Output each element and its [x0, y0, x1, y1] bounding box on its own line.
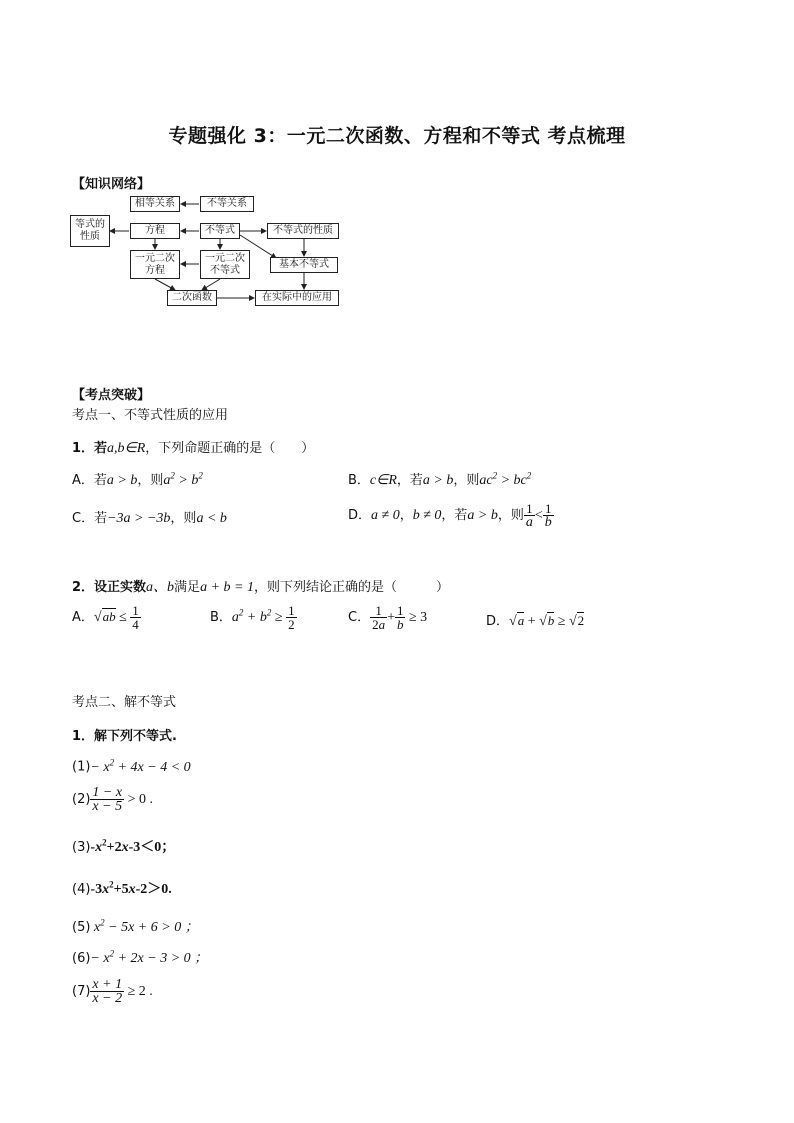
section-breakthrough: 【考点突破】	[72, 388, 151, 403]
option-d-a: a ≠ 0	[371, 508, 400, 523]
option-b-result: $ac^2 > bc^2$	[479, 470, 532, 488]
node-budengshi: 不等式	[200, 223, 240, 239]
t1-q2-option-a: A．√ab ≤ $\frac{1}{4}$	[72, 603, 139, 632]
option-c-mid: ，则	[170, 511, 197, 526]
section-knowledge-network: 【知识网络】	[72, 177, 151, 192]
option-c-label: C．若	[72, 511, 108, 526]
topic1-heading: 考点一、不等式性质的应用	[72, 408, 229, 423]
t1-q1-option-c	[72, 507, 227, 527]
t1-q1-stem	[72, 437, 314, 457]
option-b-label: B．	[348, 473, 370, 488]
t2-q1-stem-text: 1．解下列不等式.	[72, 729, 177, 744]
option-b-mid: ，若	[396, 473, 423, 488]
t2-item-7: (7) $\frac{x + 1}{x - 2}$ ≥ 2 .	[72, 977, 153, 1006]
option-a-mid: ，则	[137, 473, 164, 488]
t2-item-4: $(4)-3x^2+5x-2>0$.	[72, 879, 172, 897]
option-a-label: A．若	[72, 473, 107, 488]
option-d-mid: ，若	[441, 508, 468, 523]
option-b-c: c∈R	[369, 473, 397, 488]
t2-item-2-frac: $\frac{1 - x}{x - 5}$	[92, 785, 123, 814]
node-yiyuan-fangcheng-line1: 一元二次	[135, 252, 175, 264]
option-d-cond: a > b	[467, 508, 498, 523]
t2-item-7-label: (7)	[72, 984, 91, 999]
t1-q2-option-c: C． $\frac{1}{2a}$ + $\frac{1}{b}$ ≥ 3	[348, 603, 428, 632]
t1-q1-stem-pre: 1．若	[72, 441, 108, 456]
node-dengshi-xingzhi-line2: 性质	[80, 231, 100, 242]
option-b-cond: a > b	[422, 473, 454, 488]
t2-item-5: (5) $x^2 - 5x + 6 > 0$ ；	[72, 917, 199, 935]
node-budeng-guanxi: 不等关系	[200, 196, 254, 212]
t1-q1-stem-post: ，下列命题正确的是（ ）	[145, 441, 315, 456]
t1-q1-stem-math: a,b∈R	[107, 441, 146, 456]
option-c-result: a < b	[196, 511, 227, 526]
t2-item-2-label: (2)	[72, 792, 91, 807]
node-fangcheng: 方程	[130, 223, 180, 239]
t1-q2-stem-pre: 2．设正实数	[72, 580, 147, 595]
t1-q2-stem-eq: a + b = 1	[200, 580, 254, 595]
node-yiyuan-fangcheng	[130, 250, 180, 279]
t2-item-2: (2) $\frac{1 - x}{x - 5}$ > 0 .	[72, 785, 153, 814]
option-d-frac-b: $\frac{1}{b}$	[544, 501, 552, 530]
option-a-result: $a^2 > b^2$	[163, 470, 203, 488]
t1-q2-option-d: D．√a + √b ≥ √2	[486, 613, 585, 629]
option-b-then: ，则	[453, 473, 480, 488]
q2-option-b-frac: $\frac{1}{2}$	[288, 603, 295, 632]
knowledge-network-diagram	[68, 193, 343, 308]
topic2-heading: 考点二、解不等式	[72, 695, 177, 710]
q2-option-c-frac-a: $\frac{1}{2a}$	[372, 603, 386, 632]
node-dengshi-xingzhi	[70, 215, 110, 247]
t2-item-3: $(3)-x^2+2x-3<0$；	[72, 837, 176, 855]
t2-item-3-label: (3)	[72, 840, 91, 855]
t2-item-5-label: (5)	[72, 920, 91, 935]
t1-q2-stem-post: ，则下列结论正确的是（ ）	[253, 580, 449, 595]
node-yiyuan-budengshi-line1: 一元二次	[205, 252, 245, 264]
node-xiangdeng-guanxi: 相等关系	[130, 196, 180, 212]
t2-item-1-label: (1)	[72, 759, 91, 775]
arrow-ybds-to-erci	[202, 279, 220, 290]
t2-item-6-label: (6)	[72, 951, 91, 966]
node-jiben-budengshi: 基本不等式	[270, 257, 338, 273]
page-title: 专题强化 3：一元二次函数、方程和不等式 考点梳理	[168, 125, 626, 147]
t1-q1-option-a	[72, 469, 203, 489]
t1-q2-stem	[72, 576, 449, 596]
t2-item-4-label: (4)	[72, 882, 91, 897]
t1-q1-option-d: D．a ≠ 0，b ≠ 0，若a > b，则 $\frac{1}{a}$ < $\frac{1}{b}$	[348, 501, 552, 530]
t1-q2-stem-mid: 满足	[174, 580, 201, 595]
option-d-frac-a: $\frac{1}{a}$	[525, 501, 533, 530]
option-d-sep: ，	[399, 508, 413, 523]
t1-q2-option-b: B．$a^2 + b^2$ ≥ $\frac{1}{2}$	[210, 603, 295, 632]
q2-option-c-frac-b: $\frac{1}{b}$	[396, 603, 404, 632]
t2-item-6: $(6)- x^2 + 2x - 3 > 0$ ；	[72, 948, 209, 966]
option-d-then: ，则	[497, 508, 524, 523]
q2-option-b-label: B．	[210, 610, 232, 625]
option-a-cond: a > b	[106, 473, 138, 488]
t1-q1-option-b	[348, 469, 531, 489]
q2-option-a-frac: $\frac{1}{4}$	[132, 603, 139, 632]
node-erci-hanshu: 二次函数	[167, 290, 217, 306]
node-dengshi-xingzhi-line1: 等式的	[75, 219, 105, 230]
t2-item-7-frac: $\frac{x + 1}{x - 2}$	[92, 977, 123, 1006]
t2-q1-stem	[72, 725, 177, 744]
option-c-cond: −3a > −3b	[107, 511, 171, 526]
node-yiyuan-budengshi	[200, 250, 250, 279]
q2-option-c-label: C．	[348, 610, 371, 625]
q2-option-d-label: D．	[486, 614, 510, 629]
t1-q2-stem-vars: a、b	[146, 580, 175, 595]
node-yiyuan-fangcheng-line2: 方程	[145, 264, 165, 276]
option-d-b: b ≠ 0	[412, 508, 442, 523]
option-d-label: D．	[348, 508, 372, 523]
t2-item-1: $(1)- x^2 + 4x - 4 < 0$	[72, 757, 191, 775]
node-budengshi-xingzhi: 不等式的性质	[267, 223, 339, 239]
arrow-yfc-to-erci	[155, 279, 175, 290]
node-yiyuan-budengshi-line2: 不等式	[210, 264, 240, 276]
node-shiji-yingyong: 在实际中的应用	[255, 290, 339, 306]
q2-option-a-label: A．	[72, 610, 94, 625]
